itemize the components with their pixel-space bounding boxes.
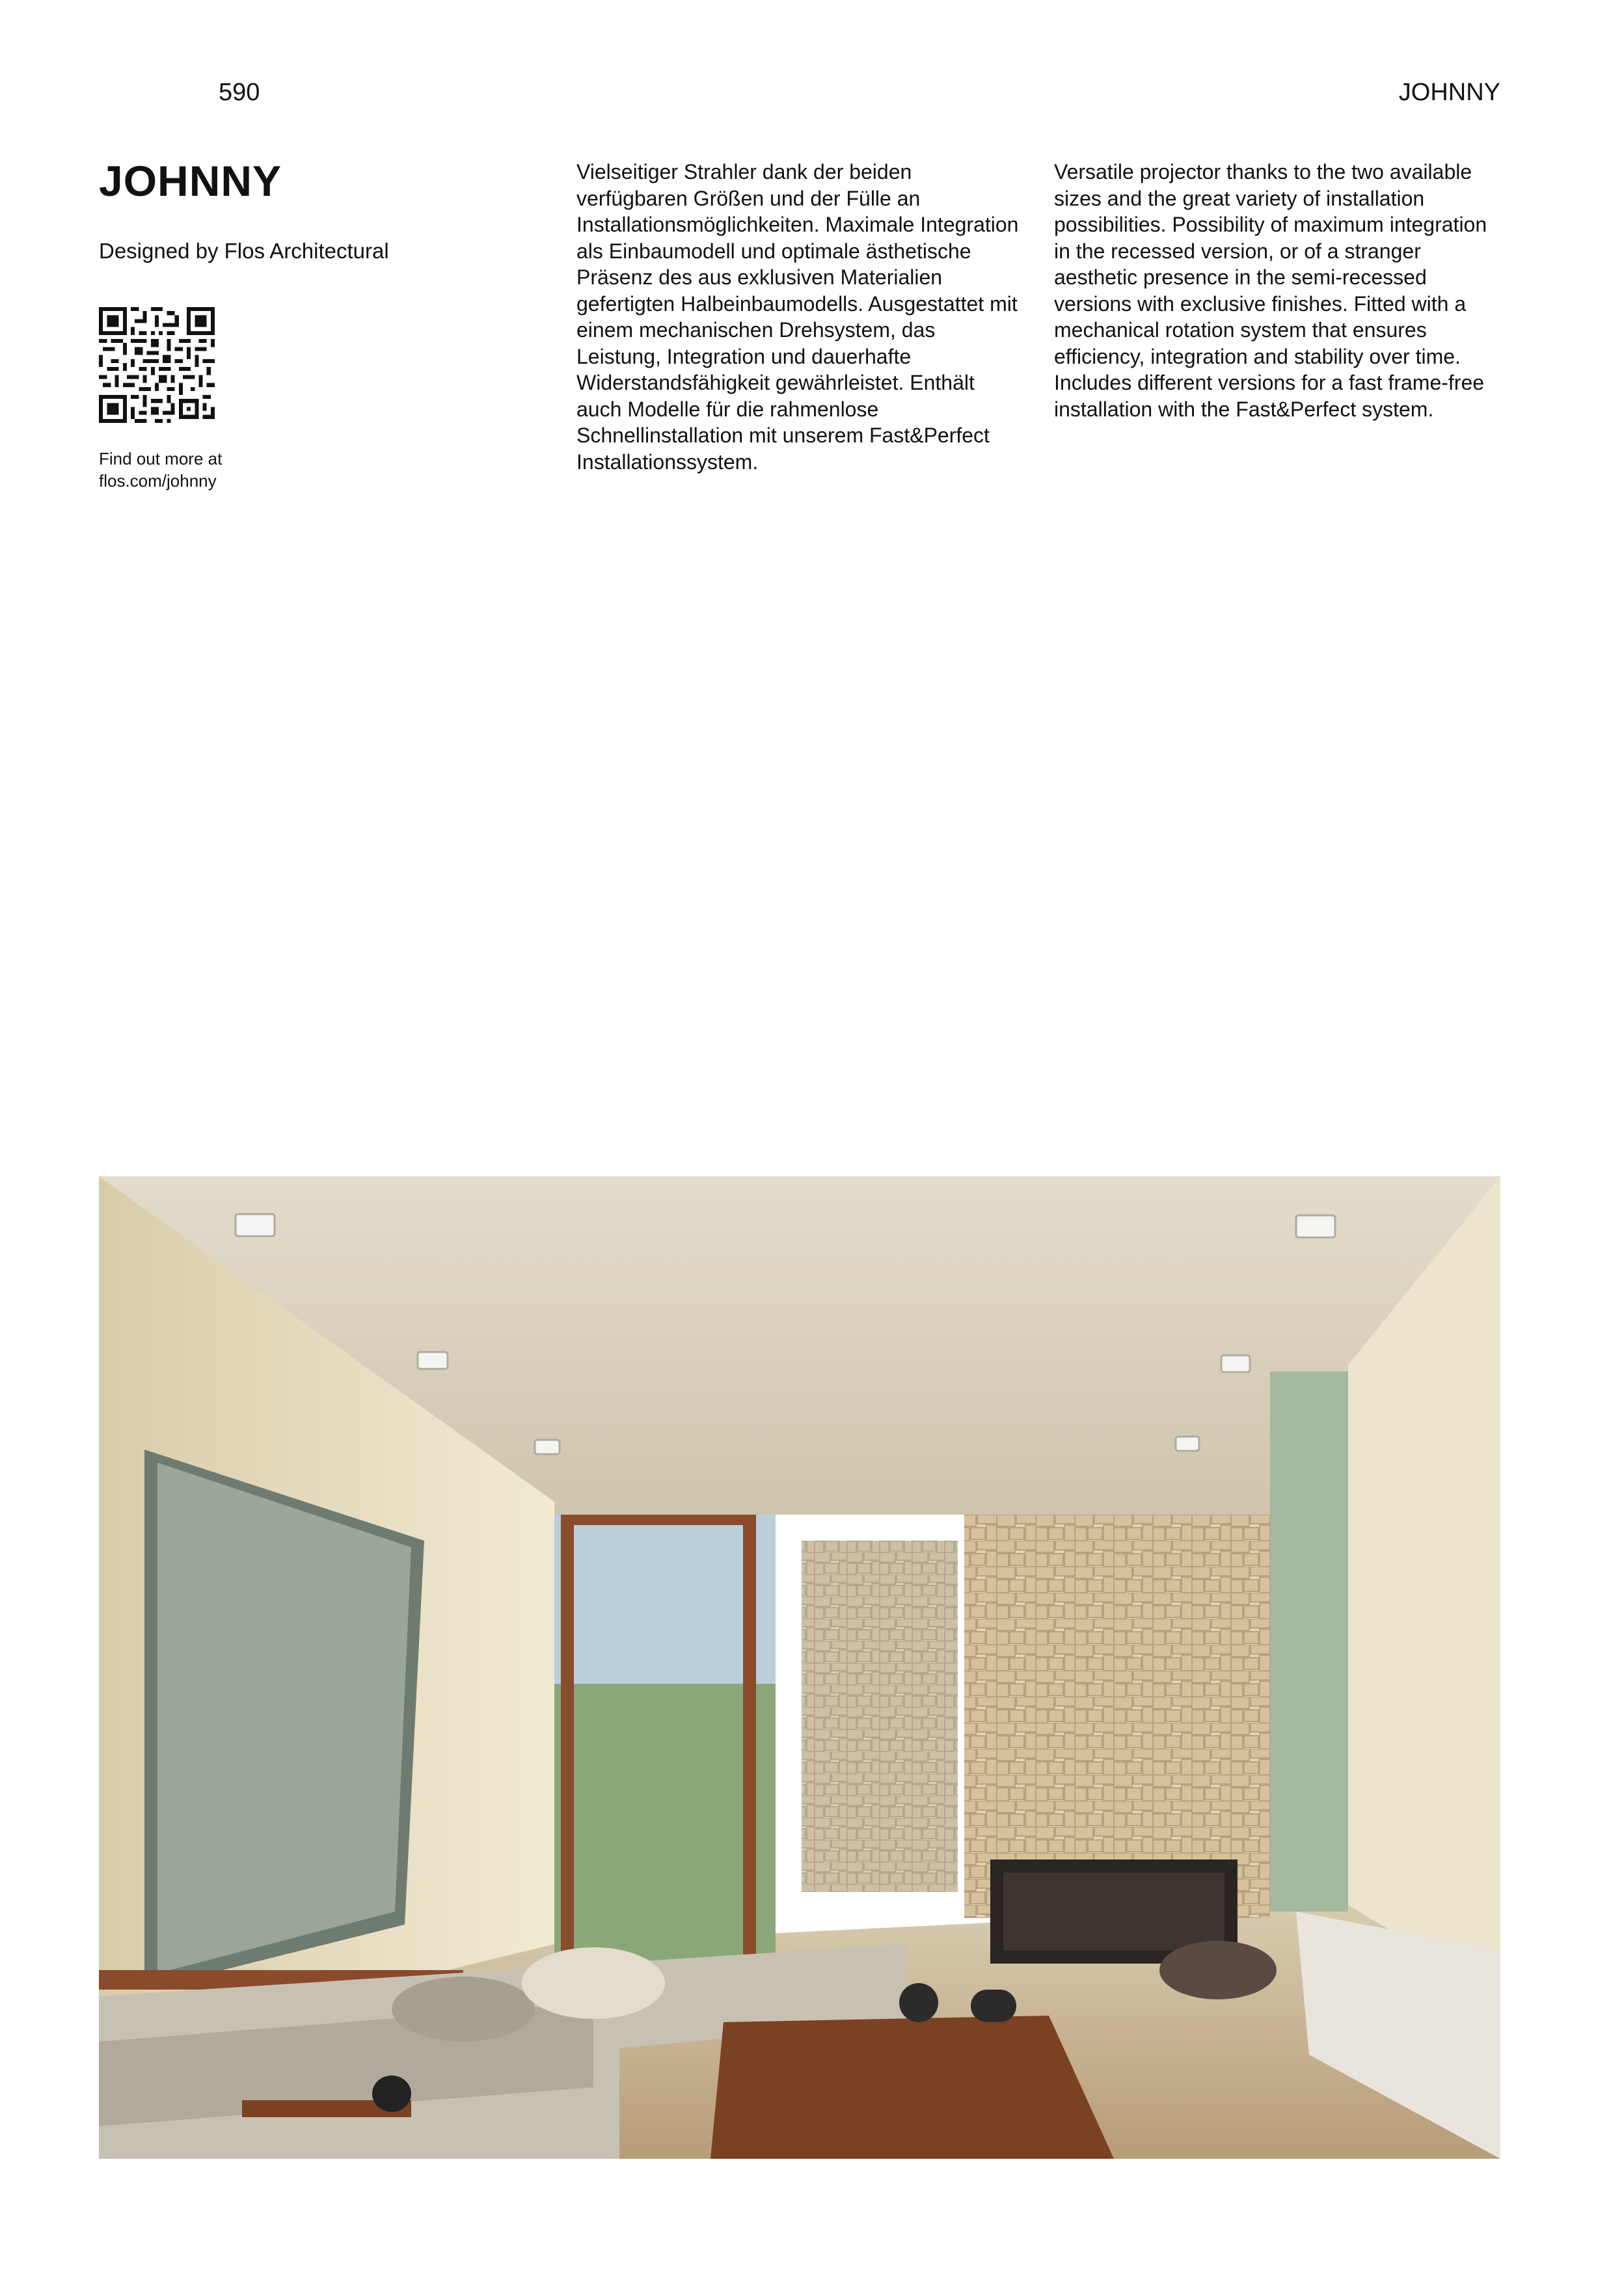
description-german: Vielseitiger Strahler dank der beiden verfügbaren Größen und der Fülle an Installationsmöglichkeiten. Maximale Integration als Einbaumodell und optimale ästhetische Präsenz des aus exklusiven Materialien gefertigten Halbeinbaumodells. Ausgestattet mit einem mechanischen Drehsystem, das Leistung, Integration und dauerhafte Widerstandsfähigkeit gewährleistet. Enthält auch Modelle für die rahmenlose Schnellinstallation mit unserem Fast&Perfect Installationssystem. <box>576 160 1019 474</box>
find-out-more-label: Find out more at <box>99 449 223 468</box>
product-url-link[interactable]: flos.com/johnny <box>99 471 217 491</box>
running-title: JOHNNY <box>1398 79 1500 106</box>
page-number: 590 <box>219 79 260 106</box>
description-english: Versatile projector thanks to the two available sizes and the great variety of installation possibilities. Possibility of maximum integration in the recessed version, or of a stranger aesthetic presence in the semi-recessed versions with exclusive finishes. Fitted with a mechanical rotation system that ensures efficiency, integration and stability over time. Includes different versions for a fast frame-free installation with the Fast&Perfect system. <box>1054 160 1487 421</box>
find-out-more <box>99 448 307 492</box>
designer-credit: Designed by Flos Architectural <box>99 239 389 263</box>
living-room-photo <box>99 1176 1500 2159</box>
product-title: JOHNNY <box>99 157 282 205</box>
living-room-illustration <box>99 1176 1500 2159</box>
qr-code-icon[interactable] <box>99 307 215 423</box>
